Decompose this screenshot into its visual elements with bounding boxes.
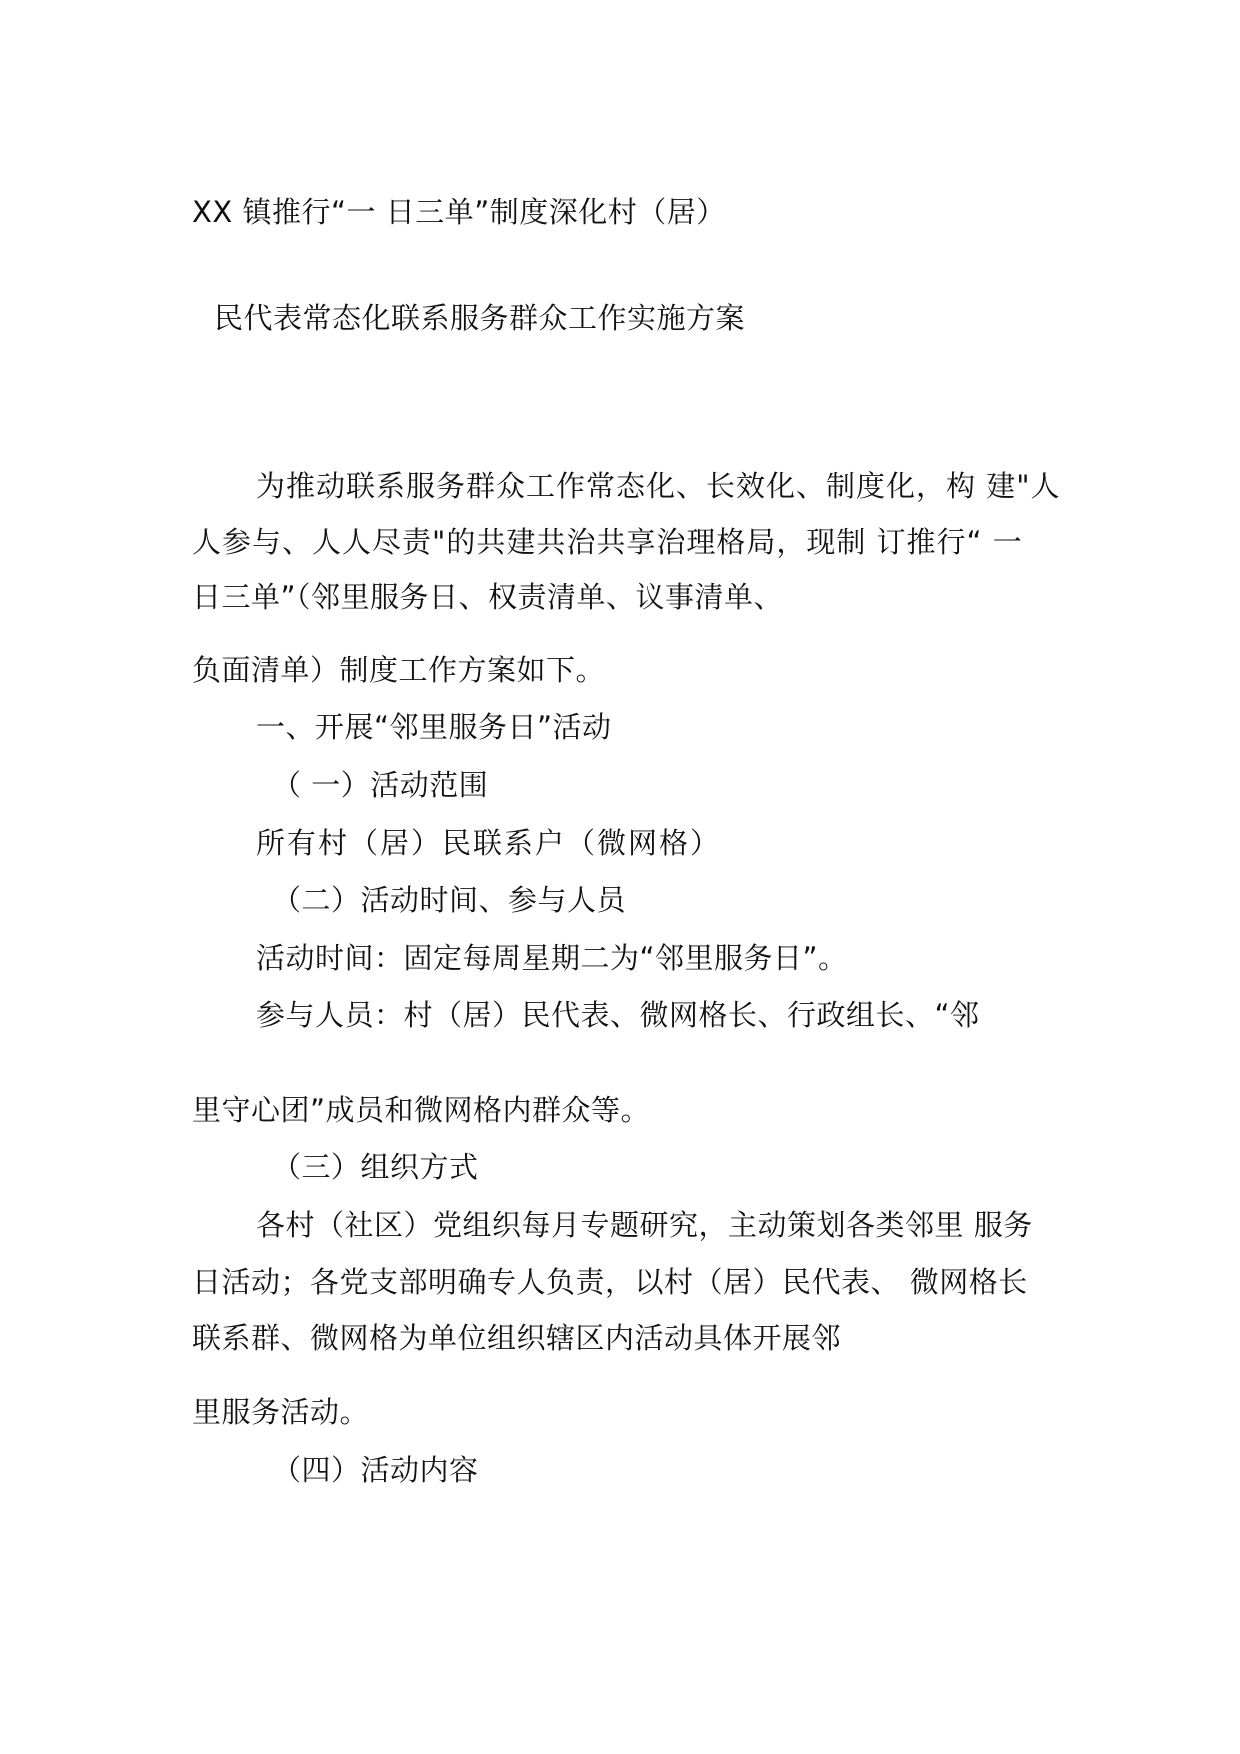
subheading-time-people: （二）活动时间、参与人员 <box>272 883 627 917</box>
scope-text: 所有村（居）民联系户（微网格） <box>256 826 722 860</box>
organization-text-line-1: 各村（社区）党组织每月专题研究，主动策划各类邻里 服务 <box>256 1208 1033 1242</box>
subheading-content: （四）活动内容 <box>272 1453 479 1487</box>
subheading-scope: （ 一）活动范围 <box>272 768 489 802</box>
document-title-line-1: XX 镇推行“一 日三单”制度深化村（居） <box>192 195 726 229</box>
organization-text-line-2: 日活动；各党支部明确专人负责，以村（居）民代表、 微网格长 <box>192 1265 1028 1299</box>
intro-paragraph-line-3: 日三单”（邻里服务日、权责清单、议事清单、 <box>192 580 784 614</box>
subheading-organization: （三）组织方式 <box>272 1150 479 1184</box>
intro-paragraph-line-2: 人参与、人人尽责"的共建共治共享治理格局，现制 订推行“ 一 <box>192 525 1023 559</box>
organization-text-line-3: 联系群、微网格为单位组织辖区内活动具体开展邻 <box>192 1321 842 1355</box>
people-text-line-2: 里守心团”成员和微网格内群众等。 <box>192 1093 651 1127</box>
people-text-line-1: 参与人员：村（居）民代表、微网格长、行政组长、“邻 <box>256 998 980 1032</box>
intro-paragraph-line-4: 负面清单）制度工作方案如下。 <box>192 653 606 687</box>
document-title-line-2: 民代表常态化联系服务群众工作实施方案 <box>214 301 746 335</box>
intro-paragraph-line-1: 为推动联系服务群众工作常态化、长效化、制度化，构 建"人 <box>256 469 1061 503</box>
time-text: 活动时间：固定每周星期二为“邻里服务日”。 <box>256 941 848 975</box>
organization-text-line-4: 里服务活动。 <box>192 1395 370 1429</box>
section-heading-1: 一、开展“邻里服务日”活动 <box>256 710 612 744</box>
